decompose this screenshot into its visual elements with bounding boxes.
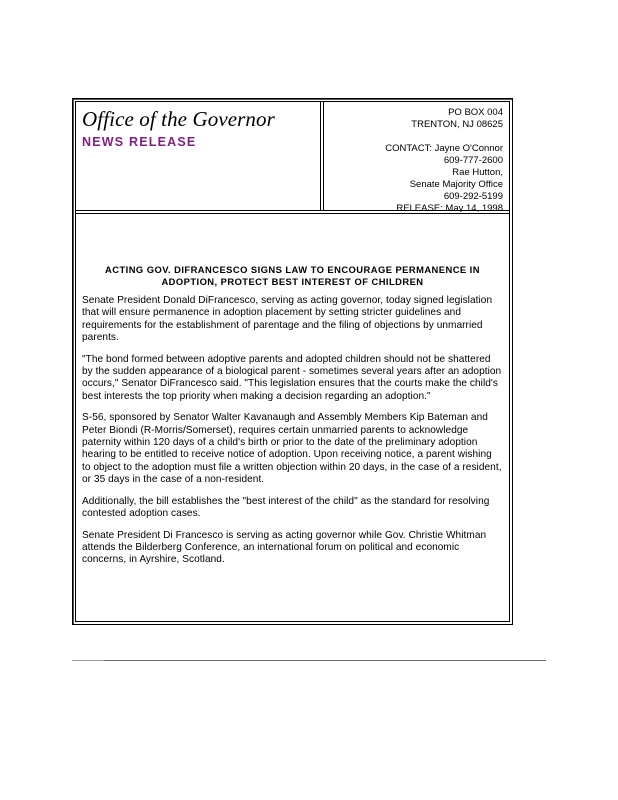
contact-phone: 609-777-2600 — [443, 155, 503, 166]
body-paragraph: Senate President Di Francesco is serving as acting governor while Gov. Christie Whitman attends the Bilderberg Conference, an international forum on political and economic concerns, in Ayrshire, Scotland. — [82, 529, 487, 566]
body-paragraph: Additionally, the bill establishes the "best interest of the child" as the standard for resolving contested adoption cases. — [82, 495, 490, 520]
contact-block — [385, 107, 503, 215]
header-title-cell — [76, 102, 321, 210]
release-body — [82, 264, 503, 576]
contact-name-2: Rae Hutton, — [452, 167, 503, 178]
header-divider — [76, 210, 509, 211]
city-state-zip: TRENTON, NJ 08625 — [411, 119, 503, 130]
contact-phone-2: 609-292-5199 — [443, 191, 503, 202]
contact-office: Senate Majority Office — [409, 179, 503, 190]
headline — [82, 264, 503, 288]
po-box: PO BOX 004 — [448, 107, 503, 118]
body-paragraph: S-56, sponsored by Senator Walter Kavanaugh and Assembly Members Kip Bateman and Peter Biondi (R-Morris/Somerset), requires certain unmarried parents to acknowledge paternity within 120 days of a child's birth or prior to the date of the preliminary adoption hearing to be entitled to receive notice of adoption. Upon receiving notice, a parent wishing to object to the adoption must file a written objection within 20 days, in the case of a resident, or 35 days in the case of a non-resident. — [82, 412, 502, 486]
headline-line-1: ACTING GOV. DIFRANCESCO SIGNS LAW TO ENCOURAGE PERMANENCE IN — [105, 264, 480, 275]
body-paragraph: "The bond formed between adoptive parents and adopted children should not be shattered by the sudden appearance of a biological parent - sometimes several years after an adoption occurs," Senator DiFrancesco said. "This legislation ensures that the courts make the child's best interests the top priority when making a decision regarding an adoption." — [82, 353, 502, 402]
press-release-inner-border — [75, 101, 510, 622]
footer-divider-dark — [104, 660, 546, 661]
contact-name: CONTACT: Jayne O'Connor — [385, 143, 503, 154]
headline-line-2: ADOPTION, PROTECT BEST INTEREST OF CHILDREN — [161, 276, 424, 287]
body-paragraph: Senate President Donald DiFrancesco, serving as acting governor, today signed legislation that will ensure permanence in adoption placement by setting stricter guidelines and requirements for the establishment of parentage and the filing of objections by unmarried parents. — [82, 295, 493, 344]
news-release-label: NEWS RELEASE — [82, 135, 197, 149]
office-title: Office of the Governor — [82, 107, 275, 131]
release-date: RELEASE: May 14, 1998 — [396, 203, 503, 214]
press-release-frame — [72, 98, 513, 625]
